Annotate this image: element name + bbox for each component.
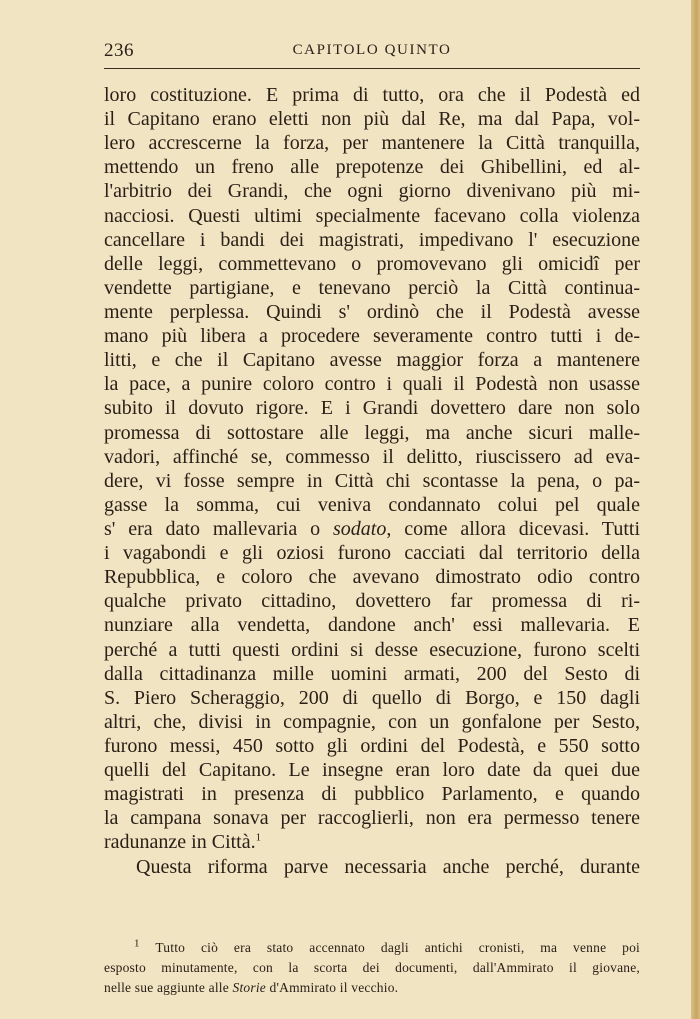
- page-header: [104, 40, 640, 66]
- footnote-line: [104, 978, 640, 998]
- text-line: dalla cittadinanza mille uomini armati, 200 del Sesto di: [104, 662, 640, 685]
- page-number: 236: [104, 40, 134, 61]
- text-fragment: s' era dato mallevaria o: [104, 517, 333, 540]
- footnote-reference: 1: [255, 831, 262, 844]
- text-line: lero accrescerne la forza, per mantenere la Città tranquilla,: [104, 132, 640, 155]
- paragraph-start-line: Questa riforma parve necessaria anche perché, durante: [136, 855, 640, 878]
- text-line: vadori, affinché se, commesso il delitto, riuscissero ad eva-: [104, 445, 640, 468]
- text-line: dere, vi fosse sempre in Città chi scontasse la pena, o pa-: [104, 469, 640, 492]
- text-fragment: radunanze in Città.: [104, 831, 256, 854]
- header-rule: [104, 68, 640, 69]
- text-line: la pace, a punire coloro contro i quali il Podestà non usasse: [104, 373, 640, 396]
- text-fragment: Tutto ciò era stato accennato dagli antichi cronisti, ma venne poi: [139, 940, 640, 955]
- text-line: S. Piero Scheraggio, 200 di quello di Borgo, e 150 dagli: [104, 686, 640, 709]
- footnote-line: esposto minutamente, con la scorta dei documenti, dall'Ammirato il giovane,: [104, 960, 640, 975]
- text-line: cancellare i bandi dei magistrati, impedivano l' esecuzione: [104, 228, 640, 251]
- footnote-mark: 1: [134, 937, 140, 950]
- text-fragment: nelle sue aggiunte alle: [104, 980, 233, 995]
- footnote-line: [104, 938, 640, 958]
- text-line: litti, e che il Capitano avesse maggior forza a mantenere: [104, 349, 640, 372]
- text-line: nunziare alla vendetta, dandone anch' essi mallevaria. E: [104, 614, 640, 637]
- text-line: mente perplessa. Quindi s' ordinò che il Podestà avesse: [104, 300, 640, 323]
- text-line: magistrati in presenza di pubblico Parlamento, e quando: [104, 783, 640, 806]
- text-line: mettendo un freno alle prepotenze dei Ghibellini, ed al-: [104, 156, 640, 179]
- body-text: [104, 83, 640, 879]
- text-line: mano più libera a procedere severamente contro tutti i de-: [104, 325, 640, 348]
- text-line: nacciosi. Questi ultimi specialmente facevano colla violenza: [104, 204, 640, 227]
- text-line: delle leggi, commettevano o promovevano gli omicidî per: [104, 252, 640, 275]
- text-line: gasse la somma, cui veniva condannato colui pel quale: [104, 493, 640, 516]
- text-line: la campana sonava per raccoglierli, non era permesso tenere: [104, 807, 640, 830]
- text-fragment: , come allora dicevasi. Tutti: [386, 517, 640, 540]
- page-edge: [691, 0, 700, 1019]
- text-line: loro costituzione. E prima di tutto, ora che il Podestà ed: [104, 84, 640, 106]
- running-head: CAPITOLO QUINTO: [292, 42, 452, 58]
- text-line: l'arbitrio dei Grandi, che ogni giorno divenivano più mi-: [104, 180, 640, 203]
- text-line: il Capitano erano eletti non più dal Re, ma dal Papa, vol-: [104, 108, 640, 131]
- text-fragment: d'Ammirato il vecchio.: [265, 980, 399, 995]
- text-line: quelli del Capitano. Le insegne eran loro date da quei due: [104, 759, 640, 782]
- italic-title: Storie: [232, 980, 266, 995]
- text-line-sodato: [104, 517, 640, 541]
- text-line: altri, che, divisi in compagnie, con un gonfalone per Sesto,: [104, 710, 640, 733]
- text-line: qualche privato cittadino, dovettero far promessa di ri-: [104, 590, 640, 613]
- paragraph-end-line: [104, 830, 640, 854]
- text-line: vendette partigiane, e tenevano perciò la Città continua-: [104, 276, 640, 299]
- text-line: subito il dovuto rigore. E i Grandi dovettero dare non solo: [104, 397, 640, 420]
- text-line: perché a tutti questi ordini si desse esecuzione, furono scelti: [104, 638, 640, 661]
- text-line: i vagabondi e gli oziosi furono cacciati dal territorio della: [104, 542, 640, 565]
- text-line: furono messi, 450 sotto gli ordini del Podestà, e 550 sotto: [104, 734, 640, 757]
- italic-term: sodato: [332, 517, 387, 540]
- text-line: promessa di sottostare alle leggi, ma anche sicuri malle-: [104, 421, 640, 444]
- text-line: Repubblica, e coloro che avevano dimostrato odio contro: [104, 566, 640, 589]
- footnote: [104, 938, 640, 998]
